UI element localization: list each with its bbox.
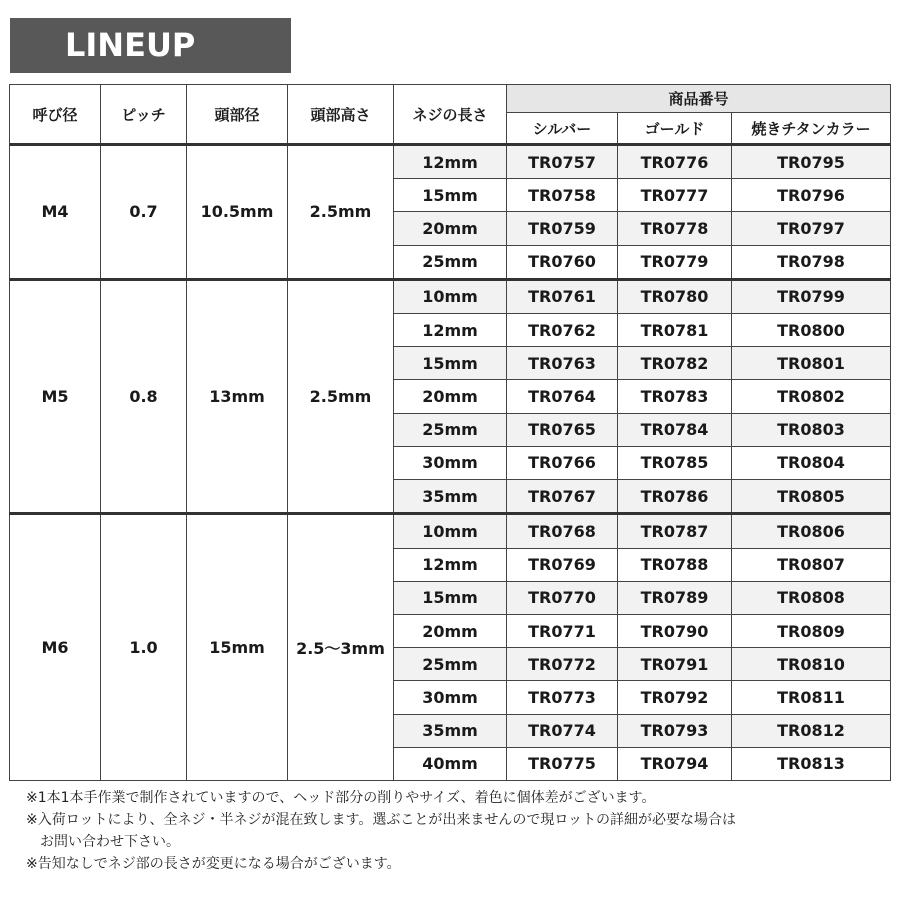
- burnt-code-cell: TR0812: [732, 714, 891, 747]
- burnt-code-cell: TR0802: [732, 380, 891, 413]
- silver-code-cell: TR0767: [507, 480, 618, 514]
- silver-code-cell: TR0771: [507, 614, 618, 647]
- silver-code-cell: TR0773: [507, 681, 618, 714]
- header-silver: シルバー: [507, 113, 618, 145]
- burnt-code-cell: TR0797: [732, 212, 891, 245]
- header-gold: ゴールド: [618, 113, 732, 145]
- header-head-diameter: 頭部径: [187, 85, 288, 145]
- burnt-code-cell: TR0799: [732, 279, 891, 313]
- pitch-cell: 1.0: [101, 514, 187, 781]
- silver-code-cell: TR0766: [507, 446, 618, 479]
- note-line: ※入荷ロットにより、全ネジ・半ネジが混在致します。選ぶことが出来ませんので現ロットの詳細が必要な場合は: [26, 812, 737, 828]
- gold-code-cell: TR0776: [618, 145, 732, 179]
- length-cell: 30mm: [394, 446, 507, 479]
- nominal-cell: M5: [10, 279, 101, 513]
- length-cell: 12mm: [394, 314, 507, 347]
- silver-code-cell: TR0768: [507, 514, 618, 548]
- size-section: [10, 279, 891, 513]
- header-burnt: 焼きチタンカラー: [732, 113, 891, 145]
- burnt-code-cell: TR0795: [732, 145, 891, 179]
- lineup-banner: [10, 18, 291, 73]
- header-thread-length: ネジの長さ: [394, 85, 507, 145]
- size-section: [10, 514, 891, 781]
- gold-code-cell: TR0777: [618, 179, 732, 212]
- length-cell: 12mm: [394, 145, 507, 179]
- length-cell: 35mm: [394, 480, 507, 514]
- nominal-cell: M6: [10, 514, 101, 781]
- silver-code-cell: TR0760: [507, 245, 618, 279]
- gold-code-cell: TR0787: [618, 514, 732, 548]
- silver-code-cell: TR0763: [507, 347, 618, 380]
- head-diameter-cell: 13mm: [187, 279, 288, 513]
- gold-code-cell: TR0792: [618, 681, 732, 714]
- gold-code-cell: TR0794: [618, 747, 732, 780]
- silver-code-cell: TR0770: [507, 581, 618, 614]
- silver-code-cell: TR0772: [507, 648, 618, 681]
- burnt-code-cell: TR0804: [732, 446, 891, 479]
- length-cell: 12mm: [394, 548, 507, 581]
- length-cell: 20mm: [394, 380, 507, 413]
- length-cell: 30mm: [394, 681, 507, 714]
- header-nominal: 呼び径: [10, 85, 101, 145]
- length-cell: 25mm: [394, 413, 507, 446]
- gold-code-cell: TR0790: [618, 614, 732, 647]
- header-head-height: 頭部高さ: [288, 85, 394, 145]
- burnt-code-cell: TR0803: [732, 413, 891, 446]
- length-cell: 10mm: [394, 279, 507, 313]
- length-cell: 15mm: [394, 581, 507, 614]
- gold-code-cell: TR0785: [618, 446, 732, 479]
- gold-code-cell: TR0782: [618, 347, 732, 380]
- gold-code-cell: TR0779: [618, 245, 732, 279]
- burnt-code-cell: TR0798: [732, 245, 891, 279]
- notes: [26, 787, 736, 875]
- silver-code-cell: TR0762: [507, 314, 618, 347]
- burnt-code-cell: TR0805: [732, 480, 891, 514]
- gold-code-cell: TR0788: [618, 548, 732, 581]
- note-line: お問い合わせ下さい。: [40, 834, 180, 850]
- banner-title: LINEUP: [65, 26, 196, 64]
- nominal-cell: M4: [10, 145, 101, 280]
- gold-code-cell: TR0778: [618, 212, 732, 245]
- head-height-cell: 2.5mm: [288, 145, 394, 280]
- gold-code-cell: TR0789: [618, 581, 732, 614]
- table-row: [10, 514, 891, 548]
- burnt-code-cell: TR0811: [732, 681, 891, 714]
- head-diameter-cell: 15mm: [187, 514, 288, 781]
- silver-code-cell: TR0764: [507, 380, 618, 413]
- silver-code-cell: TR0761: [507, 279, 618, 313]
- length-cell: 40mm: [394, 747, 507, 780]
- note-line: ※1本1本手作業で制作されていますので、ヘッド部分の削りやサイズ、着色に個体差がございます。: [26, 790, 656, 806]
- gold-code-cell: TR0793: [618, 714, 732, 747]
- note-line: ※告知なしでネジ部の長さが変更になる場合がございます。: [26, 856, 401, 872]
- gold-code-cell: TR0791: [618, 648, 732, 681]
- burnt-code-cell: TR0808: [732, 581, 891, 614]
- silver-code-cell: TR0769: [507, 548, 618, 581]
- burnt-code-cell: TR0810: [732, 648, 891, 681]
- pitch-cell: 0.7: [101, 145, 187, 280]
- burnt-code-cell: TR0809: [732, 614, 891, 647]
- table-row: [10, 279, 891, 313]
- burnt-code-cell: TR0807: [732, 548, 891, 581]
- silver-code-cell: TR0757: [507, 145, 618, 179]
- length-cell: 10mm: [394, 514, 507, 548]
- gold-code-cell: TR0786: [618, 480, 732, 514]
- length-cell: 25mm: [394, 648, 507, 681]
- table-row: [10, 145, 891, 179]
- burnt-code-cell: TR0813: [732, 747, 891, 780]
- silver-code-cell: TR0759: [507, 212, 618, 245]
- length-cell: 20mm: [394, 614, 507, 647]
- length-cell: 15mm: [394, 347, 507, 380]
- burnt-code-cell: TR0796: [732, 179, 891, 212]
- head-height-cell: 2.5mm: [288, 279, 394, 513]
- head-diameter-cell: 10.5mm: [187, 145, 288, 280]
- gold-code-cell: TR0784: [618, 413, 732, 446]
- head-height-cell: 2.5〜3mm: [288, 514, 394, 781]
- pitch-cell: 0.8: [101, 279, 187, 513]
- header-product-number: 商品番号: [507, 85, 891, 113]
- length-cell: 35mm: [394, 714, 507, 747]
- header-pitch: ピッチ: [101, 85, 187, 145]
- burnt-code-cell: TR0801: [732, 347, 891, 380]
- silver-code-cell: TR0765: [507, 413, 618, 446]
- gold-code-cell: TR0780: [618, 279, 732, 313]
- lineup-table: [9, 84, 891, 781]
- burnt-code-cell: TR0806: [732, 514, 891, 548]
- silver-code-cell: TR0775: [507, 747, 618, 780]
- silver-code-cell: TR0758: [507, 179, 618, 212]
- gold-code-cell: TR0781: [618, 314, 732, 347]
- length-cell: 15mm: [394, 179, 507, 212]
- size-section: [10, 145, 891, 280]
- silver-code-cell: TR0774: [507, 714, 618, 747]
- length-cell: 20mm: [394, 212, 507, 245]
- gold-code-cell: TR0783: [618, 380, 732, 413]
- length-cell: 25mm: [394, 245, 507, 279]
- burnt-code-cell: TR0800: [732, 314, 891, 347]
